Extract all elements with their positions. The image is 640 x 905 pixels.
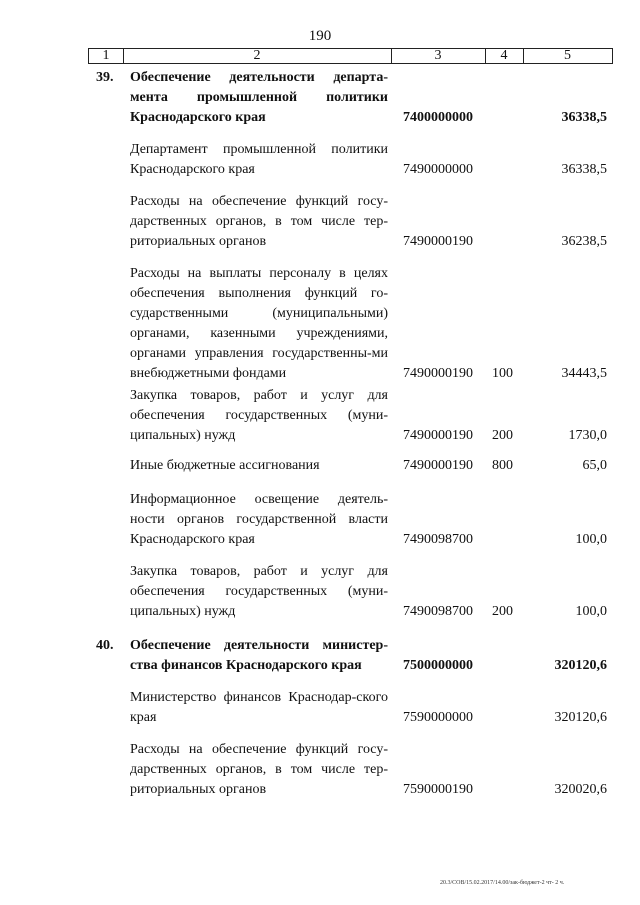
row-name: Расходы на выплаты персоналу в целях обеспечения выполнения функций го-сударственными (муниципальными) органами, казенными учреждениями, органами управления государственны-ми внебюджетными фондами	[130, 266, 388, 381]
header-col-5: 5	[564, 48, 571, 63]
row-sum: 320120,6	[554, 710, 607, 725]
row-code: 7590000190	[403, 782, 473, 797]
table-header	[88, 48, 613, 64]
row-name: Департамент промышленной политики Краснодарского края	[130, 142, 388, 177]
row-code: 7490000190	[403, 234, 473, 249]
page-number: 190	[308, 28, 332, 44]
header-col-4: 4	[485, 49, 524, 63]
row-name: Иные бюджетные ассигнования	[130, 458, 320, 473]
row-code: 7500000000	[403, 658, 473, 673]
row-code: 7490098700	[403, 604, 473, 619]
row-vr: 200	[492, 604, 513, 619]
row-sum: 320120,6	[554, 658, 607, 673]
row-sum: 100,0	[575, 532, 607, 547]
row-name: Расходы на обеспечение функций госу-дарственных органов, в том числе тер-риториальных органов	[130, 194, 388, 249]
row-name: Обеспечение деятельности департа-мента промышленной политики Краснодарского края	[130, 70, 388, 125]
row-sum: 65,0	[582, 458, 607, 473]
row-sum: 34443,5	[561, 366, 607, 381]
row-code: 7490000190	[403, 458, 473, 473]
row-code: 7590000000	[403, 710, 473, 725]
row-name: Расходы на обеспечение функций госу-дарственных органов, в том числе тер-риториальных органов	[130, 742, 388, 797]
row-sum: 1730,0	[568, 428, 607, 443]
row-sum: 100,0	[575, 604, 607, 619]
row-vr: 200	[492, 428, 513, 443]
row-number: 39.	[96, 70, 114, 85]
footer-note: 20.3/СОВ/15.02.2017/14.00/зак-бюджет-2 чт- 2 ч.	[440, 880, 565, 886]
row-sum: 320020,6	[554, 782, 607, 797]
row-vr: 100	[492, 366, 513, 381]
row-name: Информационное освещение деятель-ности органов государственной власти Краснодарского края	[130, 492, 388, 547]
row-name: Закупка товаров, работ и услуг для обеспечения государственных (муни-ципальных) нужд	[130, 564, 388, 619]
row-name: Министерство финансов Краснодар-ского края	[130, 690, 388, 725]
row-code: 7490098700	[403, 532, 473, 547]
row-sum: 36338,5	[561, 110, 607, 125]
row-code: 7490000190	[403, 428, 473, 443]
row-sum: 36338,5	[561, 162, 607, 177]
header-col-2: 2	[123, 49, 392, 63]
header-col-3: 3	[391, 49, 486, 63]
row-name: Обеспечение деятельности министер-ства финансов Краснодарского края	[130, 638, 388, 673]
row-code: 7490000000	[403, 162, 473, 177]
row-sum: 36238,5	[561, 234, 607, 249]
row-vr: 800	[492, 458, 513, 473]
row-code: 7490000190	[403, 366, 473, 381]
row-code: 7400000000	[403, 110, 473, 125]
row-name: Закупка товаров, работ и услуг для обеспечения государственных (муни-ципальных) нужд	[130, 388, 388, 443]
header-col-1: 1	[89, 49, 124, 63]
row-number: 40.	[96, 638, 114, 653]
